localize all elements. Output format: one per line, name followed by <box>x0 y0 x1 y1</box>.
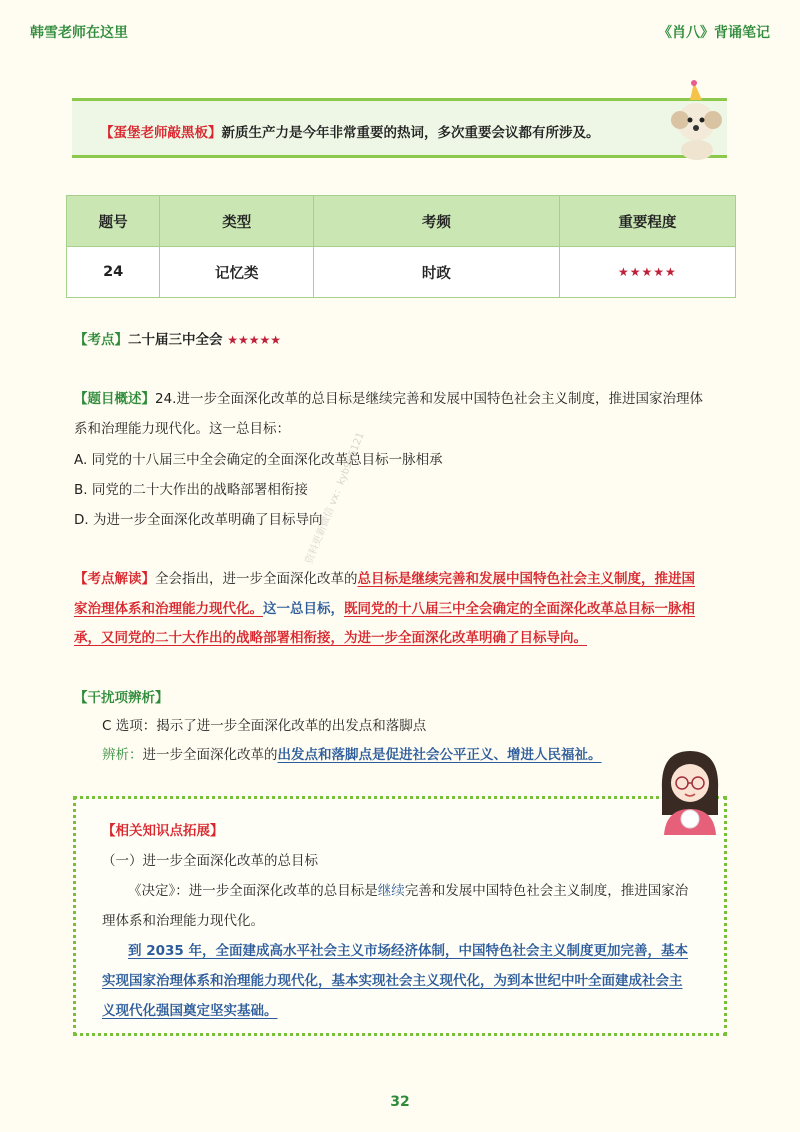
distractor-analysis-emph: 出发点和落脚点是促进社会公平正义、增进人民福祉。 <box>277 747 602 763</box>
knowledge-subtitle: （一）进一步全面深化改革的总目标 <box>102 853 318 869</box>
distractor-tag: 【干扰项辨析】 <box>74 690 169 706</box>
option-a: A. 同党的十八届三中全会确定的全面深化改革总目标一脉相承 <box>74 452 443 468</box>
table-cell-importance: ★★★★★ <box>559 247 735 298</box>
knowledge-tag: 【相关知识点拓展】 <box>102 823 224 839</box>
overview-tag: 【题目概述】 <box>74 391 155 407</box>
tip-box <box>72 98 727 158</box>
knowledge-p2-line-2: 实现国家治理体系和治理能力现代化，基本实现社会主义现代化，为到本世纪中叶全面建成社会主 <box>102 973 683 989</box>
table-header-type: 类型 <box>160 196 314 247</box>
knowledge-p1-b: 完善和发展中国特色社会主义制度，推进国家治 <box>404 883 689 899</box>
analysis-lead: 全会指出，进一步全面深化改革的 <box>155 571 358 587</box>
option-b: B. 同党的二十大作出的战略部署相衔接 <box>74 482 308 498</box>
knowledge-p1-a: 《决定》：进一步全面深化改革的总目标是 <box>128 883 378 899</box>
kaodian-line <box>74 330 281 350</box>
tip-tag: 【蛋堡老师敲黑板】 <box>100 125 222 141</box>
table-header-frequency: 考频 <box>314 196 560 247</box>
kaodian-stars: ★★★★★ <box>227 333 281 347</box>
page-number: 32 <box>390 1094 410 1110</box>
table-cell-frequency: 时政 <box>314 247 560 298</box>
analysis-red-1: 总目标是继续完善和发展中国特色社会主义制度，推进国 <box>357 571 695 587</box>
dog-mascot-icon <box>668 80 728 162</box>
distractor-analysis-label: 辨析： <box>102 747 143 763</box>
question-info-table <box>66 195 736 298</box>
analysis-line-3 <box>74 628 587 648</box>
kaodian-title: 二十届三中全会 <box>128 332 223 348</box>
analysis-red-3: 既同党的十八届三中全会确定的全面深化改革总目标一脉相 <box>344 601 695 617</box>
overview-text-1: 24.进一步全面深化改革的总目标是继续完善和发展中国特色社会主义制度，推进国家治理体 <box>155 391 703 407</box>
overview-line-1 <box>74 389 703 409</box>
distractor-analysis <box>102 745 602 765</box>
knowledge-p2-line-1: 到 2035 年，全面建成高水平社会主义市场经济体制，中国特色社会主义制度更加完善，基本 <box>128 943 688 959</box>
kaodian-tag: 【考点】 <box>74 332 128 348</box>
header-left-title: 韩雪老师在这里 <box>30 25 128 41</box>
table-header-importance: 重要程度 <box>559 196 735 247</box>
knowledge-box <box>73 796 727 1036</box>
analysis-blue: 这一总目标， <box>263 601 344 617</box>
analysis-line-1 <box>74 569 695 589</box>
knowledge-p1-highlight: 继续 <box>377 883 405 899</box>
analysis-red-4: 承，又同党的二十大作出的战略部署相衔接，为进一步全面深化改革明确了目标导向。 <box>74 630 587 646</box>
distractor-analysis-text: 进一步全面深化改革的 <box>142 747 278 763</box>
teacher-avatar-icon <box>652 745 728 835</box>
analysis-tag: 【考点解读】 <box>74 571 155 587</box>
table-cell-type: 记忆类 <box>160 247 314 298</box>
knowledge-p1-line-2: 理体系和治理能力现代化。 <box>102 913 264 929</box>
header-right-title: 《肖八》背诵笔记 <box>658 25 770 41</box>
table-header-number: 题号 <box>67 196 160 247</box>
overview-line-2: 系和治理能力现代化。这一总目标： <box>74 421 290 437</box>
table-cell-number: 24 <box>67 247 160 298</box>
knowledge-p1-line-1 <box>128 881 688 901</box>
analysis-line-2 <box>74 599 695 619</box>
tip-content: 新质生产力是今年非常重要的热词，多次重要会议都有所涉及。 <box>221 125 600 141</box>
watermark: 资料更新微信 vx：kyb985121 <box>303 430 367 566</box>
tip-text <box>100 121 600 141</box>
distractor-c-option: C 选项：揭示了进一步全面深化改革的出发点和落脚点 <box>102 718 427 734</box>
option-d: D. 为进一步全面深化改革明确了目标导向 <box>74 512 323 528</box>
analysis-red-2: 家治理体系和治理能力现代化。 <box>74 601 263 617</box>
knowledge-p2-line-3: 义现代化强国奠定坚实基础。 <box>102 1003 278 1019</box>
